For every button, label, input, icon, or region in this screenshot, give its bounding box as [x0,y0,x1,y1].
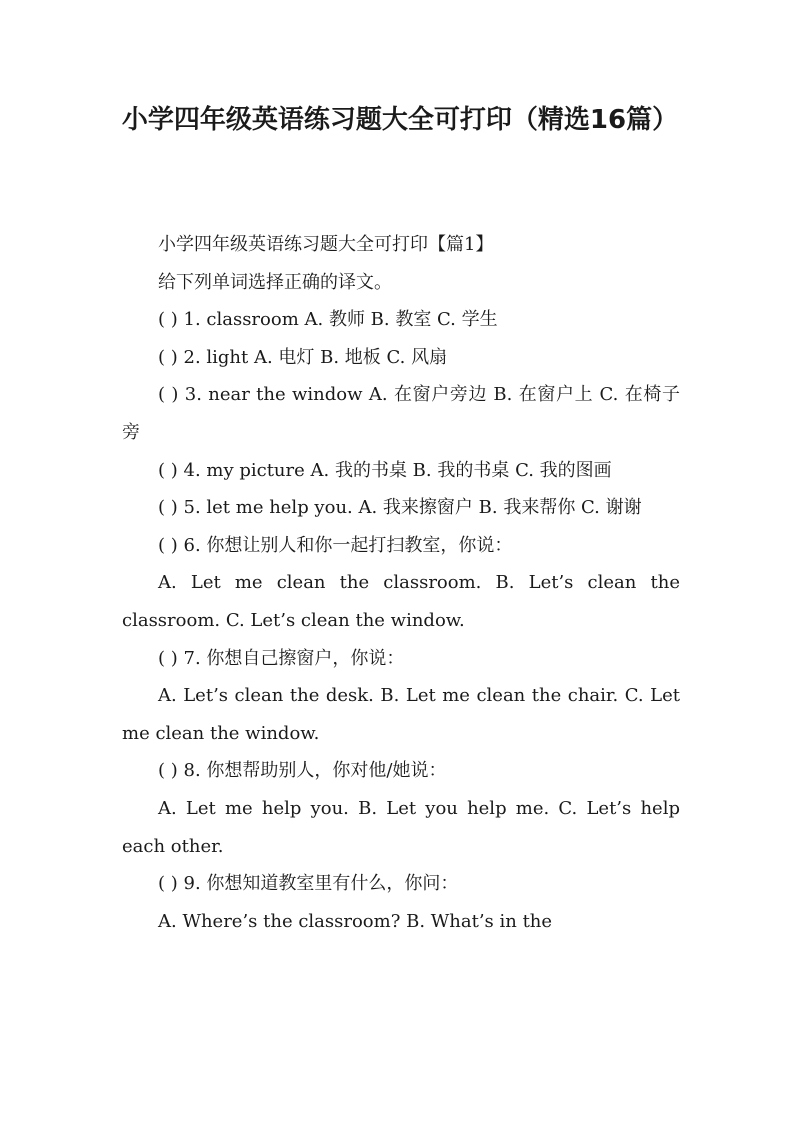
question-9-options: A. Where’s the classroom? B. What’s in the [158,910,553,932]
question-8: ( ) 8. 你想帮助别人，你对他/她说： [158,760,447,782]
question-6: ( ) 6. 你想让别人和你一起打扫教室，你说： [158,534,513,556]
document-title: 小学四年级英语练习题大全可打印（精选16篇） [121,105,679,135]
question-3: ( ) 3. near the window A. 在窗户旁边 B. 在窗户上 C. 在椅子旁 [122,384,680,443]
question-4: ( ) 4. my picture A. 我的书桌 B. 我的书桌 C. 我的图画 [158,459,612,481]
question-9: ( ) 9. 你想知道教室里有什么，你问： [158,873,459,895]
question-6-options: A. Let me clean the classroom. B. Let’s clean the classroom. C. Let’s clean the window. [122,572,680,631]
question-8-options: A. Let me help you. B. Let you help me. C. Let’s help each other. [122,797,680,857]
question-7: ( ) 7. 你想自己擦窗户，你说： [158,647,405,669]
question-7-options: A. Let’s clean the desk. B. Let me clean the chair. C. Let me clean the window. [122,685,680,744]
question-5: ( ) 5. let me help you. A. 我来擦窗户 B. 我来帮你 C. 谢谢 [158,497,642,519]
question-2: ( ) 2. light A. 电灯 B. 地板 C. 风扇 [158,346,448,368]
document-body [122,226,680,940]
instruction-text: 给下列单词选择正确的译文。 [158,271,392,293]
section-heading: 小学四年级英语练习题大全可打印【篇1】 [158,234,494,255]
question-1: ( ) 1. classroom A. 教师 B. 教室 C. 学生 [158,309,498,331]
